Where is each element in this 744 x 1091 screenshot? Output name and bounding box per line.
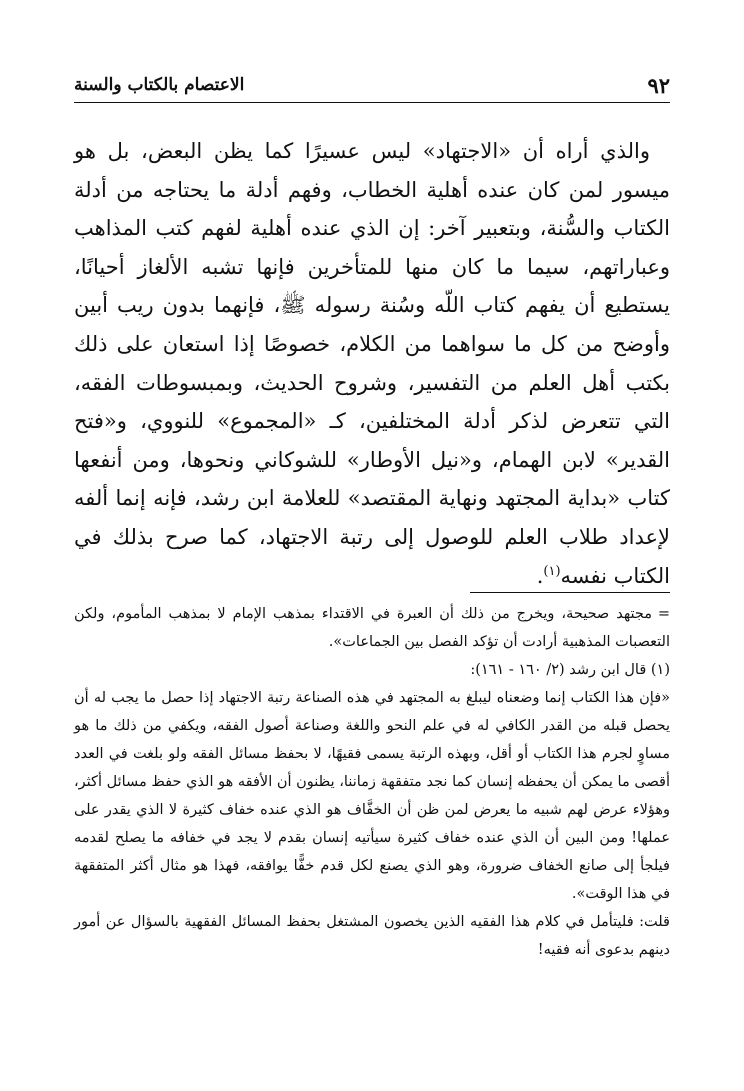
main-text [74, 132, 670, 595]
footnote-continuation [74, 600, 670, 656]
paragraph-text: والذي أراه أن «الاجتهاد» ليس عسيرًا كما يظن البعض، بل هو ميسور لمن كان عنده أهلية الخطاب، وفهم أدلة ما يحتاجه من أدلة الكتاب والسُّنة، وبتعبير آخر: إن الذي عنده أهلية لفهم كتب المذاهب وعباراتهم، سيما ما كان منها للمتأخرين فإنها تشبه الألغاز أحيانًا، يستطيع أن يفهم كتاب اللّه وسُنة رسوله ﷺ، فإنهما بدون ريب أبين وأوضح من كل ما سواهما من الكلام، خصوصًا إذا استعان على ذلك بكتب أهل العلم من التفسير، وشروح الحديث، وبمبسوطات الفقه، التي تتعرض لذكر أدلة المختلفين، كـ «المجموع» للنووي، و«فتح القدير» لابن الهمام، و«نيل الأوطار» للشوكاني ونحوها، ومن أنفعها كتاب «بداية المجتهد ونهاية المقتصد» للعلامة ابن رشد، فإنه إنما ألفه لإعداد طلاب العلم للوصول إلى رتبة الاجتهاد، كما صرح بذلك في الكتاب نفسه [74, 139, 670, 588]
footnote-separator [470, 592, 670, 593]
page-header [74, 68, 670, 103]
footnote-1-comment: قلت: فليتأمل في كلام هذا الفقيه الذين يخصون المشتغل بحفظ المسائل الفقهية بالسؤال عن أمور دينهم بدعوى أنه فقيه! [74, 914, 670, 958]
footnotes [74, 600, 670, 964]
page-number: ٩٢ [647, 72, 670, 98]
continuation-text: مجتهد صحيحة، ويخرج من ذلك أن العبرة في الاقتداء بمذهب الإمام لا بمذهب المأموم، ولكن التعصبات المذهبية أرادت أن تؤكد الفصل بين الجماعات». [74, 606, 670, 650]
running-title: الاعتصام بالكتاب والسنة [74, 75, 245, 95]
body-paragraph: والذي أراه أن «الاجتهاد» ليس عسيرًا كما يظن البعض، بل هو ميسور لمن كان عنده أهلية الخطاب، وفهم أدلة ما يحتاجه من أدلة الكتاب والسُّنة، وبتعبير آخر: إن الذي عنده أهلية لفهم كتب المذاهب وعباراتهم، سيما ما كان منها للمتأخرين فإنها تشبه الألغاز أحيانًا، يستطيع أن يفهم كتاب اللّه وسُنة رسوله ﷺ، فإنهما بدون ريب أبين وأوضح من كل ما سواهما من الكلام، خصوصًا إذا استعان على ذلك بكتب أهل العلم من التفسير، وشروح الحديث، وبمبسوطات الفقه، التي تتعرض لذكر أدلة المختلفين، كـ «المجموع» للنووي، و«فتح القدير» لابن الهمام، و«نيل الأوطار» للشوكاني ونحوها، ومن أنفعها كتاب «بداية المجتهد ونهاية المقتصد» للعلامة ابن رشد، فإنه إنما ألفه لإعداد طلاب العلم للوصول إلى رتبة الاجتهاد، كما صرح بذلك في الكتاب نفسه$^{(١)}$. [74, 139, 670, 588]
footnote-reference: (١) [543, 563, 561, 579]
footnote-1-heading: (١) قال ابن رشد (٢/ ١٦٠ - ١٦١): [470, 662, 670, 678]
continuation-marker: = [657, 606, 670, 622]
footnote-1-quote: «فإن هذا الكتاب إنما وضعناه ليبلغ به المجتهد في هذه الصناعة رتبة الاجتهاد إذا حصل ما يجب له أن يحصل قبله من القدر الكافي له في علم النحو واللغة وصناعة أصول الفقه، ويكفي من ذلك ما هو مساوٍ لجرم هذا الكتاب أو أقل، وبهذه الرتبة يسمى فقيهًا، لا بحفظ مسائل الفقه ولو بلغت في العدد أقصى ما يمكن أن يحفظه إنسان كما نجد متفقهة زماننا، يظنون أن الأفقه هو الذي حفظ مسائل أكثر، وهؤلاء عرض لهم شبيه ما يعرض لمن ظن أن الخفَّاف هو الذي عنده خفاف كثيرة لا الذي يقدر على عملها! ومن البين أن الذي عنده خفاف كثيرة سيأتيه إنسان بقدم لا يجد في خفافه ما يصلح لقدمه فيلجأ إلى صانع الخفاف ضرورة، وهو الذي يصنع لكل قدم خفًّا يوافقه، فهذا هو مثال أكثر المتفقهة في هذا الوقت». [74, 690, 670, 902]
